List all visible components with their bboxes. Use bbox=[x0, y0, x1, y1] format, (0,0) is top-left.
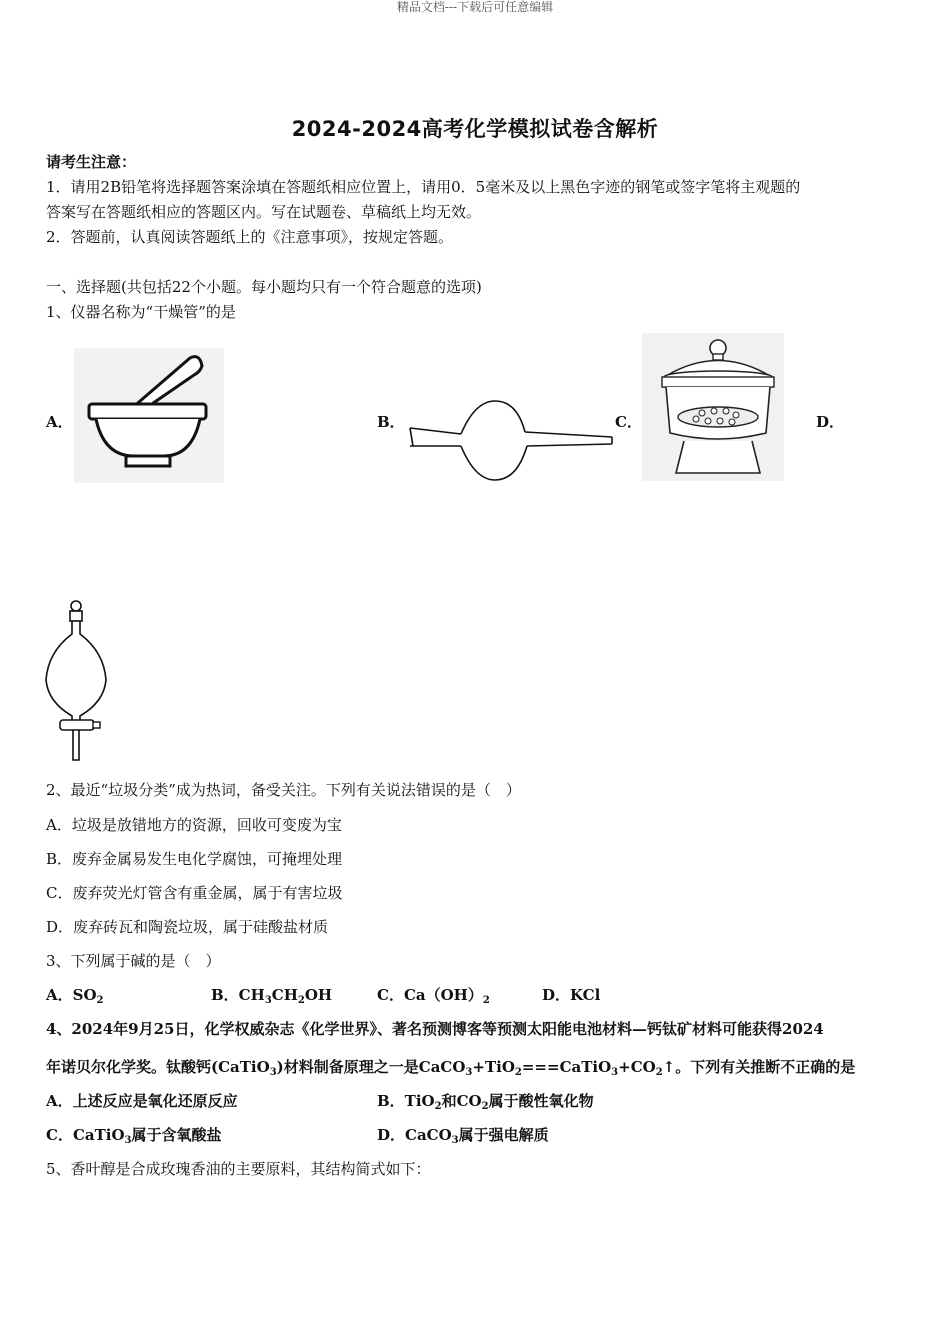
q2-option-d: D．废弃砖瓦和陶瓷垃圾，属于硅酸盐材质 bbox=[46, 918, 329, 936]
page-title: 2024-2024高考化学模拟试卷含解析 bbox=[291, 117, 659, 141]
bulb-tube-image bbox=[405, 396, 615, 486]
q2-option-b: B．废弃金属易发生电化学腐蚀，可掩埋处理 bbox=[46, 850, 343, 868]
q4-option-b: B．TiO$_2$和$CO_2$属于酸性氧化物 bbox=[377, 1092, 594, 1112]
q4-option-c: C．CaTiO$_3$属于含氧酸盐 bbox=[46, 1126, 222, 1146]
q2-option-c: C．废弃荧光灯管含有重金属，属于有害垃圾 bbox=[46, 884, 343, 902]
notice-heading: 请考生注意： bbox=[46, 153, 137, 171]
q3-option-a: A．$SO_2$ bbox=[46, 986, 104, 1006]
q3-stem: 3、下列属于碱的是（ ） bbox=[46, 952, 221, 970]
q1-label-b: B． bbox=[377, 413, 405, 431]
q4-option-a: A．上述反应是氧化还原反应 bbox=[46, 1092, 238, 1110]
section-heading: 一、选择题(共包括22个小题。每小题均只有一个符合题意的选项) bbox=[46, 278, 482, 296]
q5-stem: 5、香叶醇是合成玫瑰香油的主要原料，其结构简式如下： bbox=[46, 1160, 431, 1178]
page-header-watermark: 精品文档---下载后可任意编辑 bbox=[396, 0, 554, 14]
q4-stem-line1: 4、2024年9月25日，化学权威杂志《化学世界》、著名预测博客等预测太阳能电池材料—钙钛矿材料可能获得2024 bbox=[46, 1020, 824, 1038]
q1-stem: 1、仪器名称为“干燥管”的是 bbox=[46, 303, 236, 321]
q1-label-c: C． bbox=[615, 413, 642, 431]
q3-option-b: B．$CH_3CH_2OH$ bbox=[211, 986, 333, 1006]
notice-item-1a: 1．请用2B铅笔将选择题答案涂填在答题纸相应位置上，请用0．5毫米及以上黑色字迹的钢笔或签字笔将主观题的 bbox=[46, 178, 801, 196]
mortar-pestle-image bbox=[74, 348, 224, 483]
q3-option-d: D．KCl bbox=[542, 986, 601, 1004]
q4-stem-line2: 年诺贝尔化学奖。钛酸钙(CaTiO$_3$)材料制备原理之一是$CaCO_3+TiO_2===CaTiO_3+CO_2↑$。下列有关推断不正确的是 bbox=[46, 1058, 856, 1078]
notice-item-1b: 答案写在答题纸相应的答题区内。写在试题卷、草稿纸上均无效。 bbox=[46, 203, 482, 221]
q3-option-c: C．$Ca(OH)_2$ bbox=[377, 986, 490, 1006]
separatory-funnel-image bbox=[42, 598, 114, 766]
desiccator-image bbox=[642, 333, 784, 481]
notice-item-2: 2．答题前，认真阅读答题纸上的《注意事项》，按规定答题。 bbox=[46, 228, 454, 246]
q1-label-a: A． bbox=[46, 413, 73, 431]
q4-option-d: D．CaCO$_3$属于强电解质 bbox=[377, 1126, 549, 1146]
q2-option-a: A．垃圾是放错地方的资源，回收可变废为宝 bbox=[46, 816, 342, 834]
q2-stem: 2、最近“垃圾分类”成为热词，备受关注。下列有关说法错误的是（ ） bbox=[46, 781, 521, 799]
q1-label-d: D． bbox=[816, 413, 845, 431]
